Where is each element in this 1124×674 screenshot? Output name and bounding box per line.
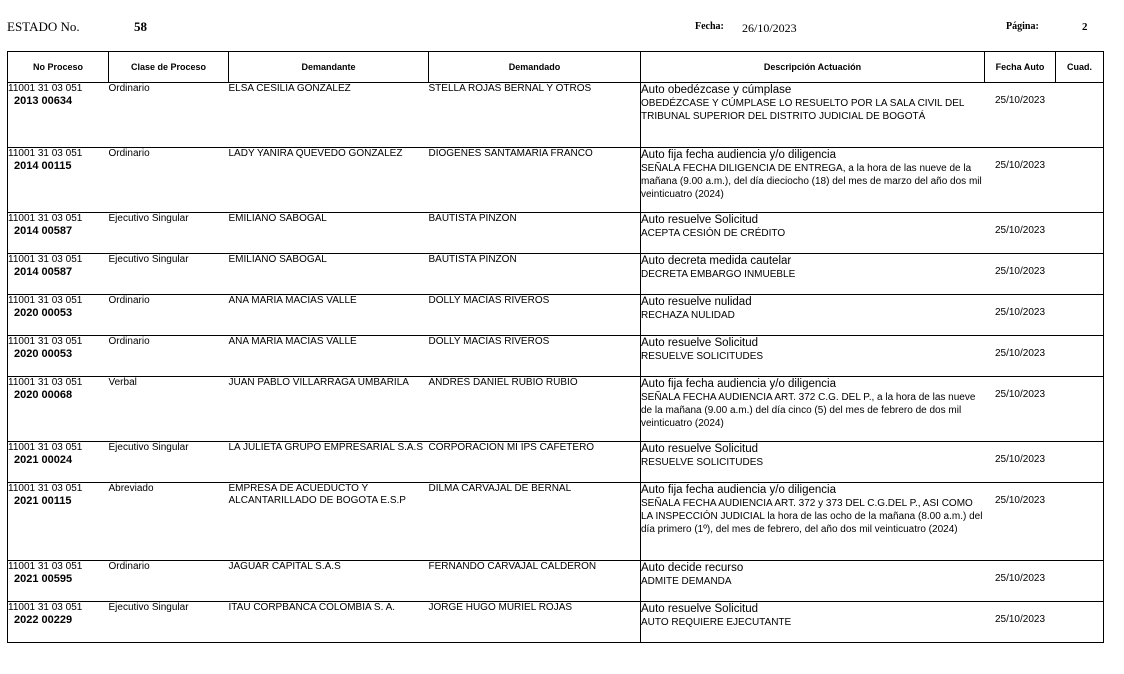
table-row [8, 602, 1104, 643]
demandado-cell: DIOGENES SANTAMARIA FRANCO [429, 148, 641, 213]
cuad-cell [1056, 377, 1104, 442]
demandante-cell: ANA MARIA MACIAS VALLE [229, 295, 429, 336]
cuad-cell [1056, 602, 1104, 643]
radicado: 11001 31 03 051 [8, 148, 83, 159]
demandante-cell: ITAU CORPBANCA COLOMBIA S. A. [229, 602, 429, 643]
col-descripcion: Descripción Actuación [641, 52, 985, 83]
demandado-cell: STELLA ROJAS BERNAL Y OTROS [429, 83, 641, 148]
col-no-proceso: No Proceso [8, 52, 109, 83]
no-proceso-cell [8, 336, 109, 377]
fecha-auto-cell: 25/10/2023 [985, 295, 1056, 336]
fecha-auto-cell: 25/10/2023 [985, 336, 1056, 377]
demandado-cell: ANDRES DANIEL RUBIO RUBIO [429, 377, 641, 442]
cuad-cell [1056, 336, 1104, 377]
fecha-auto-cell: 25/10/2023 [985, 213, 1056, 254]
radicado: 11001 31 03 051 [8, 295, 83, 306]
actuacion-titulo: Auto decreta medida cautelar [641, 255, 792, 267]
cuad-cell [1056, 561, 1104, 602]
demandante-cell: LADY YANIRA QUEVEDO GONZALEZ [229, 148, 429, 213]
fecha-auto-cell: 25/10/2023 [985, 254, 1056, 295]
no-proceso-cell [8, 148, 109, 213]
actuacion-detalle: RESUELVE SOLICITUDES [641, 351, 764, 362]
table-row [8, 336, 1104, 377]
no-proceso-cell [8, 377, 109, 442]
descripcion-cell [641, 561, 985, 602]
demandado-cell: FERNANDO CARVAJAL CALDERON [429, 561, 641, 602]
clase-cell: Ordinario [109, 295, 229, 336]
descripcion-cell [641, 213, 985, 254]
cuad-cell [1056, 442, 1104, 483]
clase-cell: Ordinario [109, 336, 229, 377]
descripcion-cell [641, 83, 985, 148]
estado-table [7, 51, 1104, 643]
actuacion-titulo: Auto resuelve Solicitud [641, 443, 758, 455]
fecha-auto-cell: 25/10/2023 [985, 483, 1056, 561]
actuacion-detalle: RECHAZA NULIDAD [641, 310, 735, 321]
col-cuad: Cuad. [1056, 52, 1104, 83]
table-header-row [8, 52, 1104, 83]
col-fecha-auto: Fecha Auto [985, 52, 1056, 83]
no-proceso-cell [8, 442, 109, 483]
radicado: 11001 31 03 051 [8, 336, 83, 347]
actuacion-detalle: ACEPTA CESIÓN DE CRÉDITO [641, 228, 786, 239]
actuacion-titulo: Auto resuelve nulidad [641, 296, 752, 308]
anio-numero: 2020 00053 [14, 307, 73, 319]
table-row [8, 483, 1104, 561]
anio-numero: 2014 00587 [14, 225, 73, 237]
actuacion-detalle: DECRETA EMBARGO INMUEBLE [641, 269, 796, 280]
clase-cell: Ejecutivo Singular [109, 602, 229, 643]
pagina-label: Página: [1006, 21, 1039, 32]
no-proceso-cell [8, 254, 109, 295]
clase-cell: Ejecutivo Singular [109, 254, 229, 295]
table-row [8, 83, 1104, 148]
demandado-cell: DOLLY MACÌAS RIVEROS [429, 336, 641, 377]
pagina-number: 2 [1082, 21, 1088, 33]
demandado-cell: BAUTISTA PINZON [429, 254, 641, 295]
radicado: 11001 31 03 051 [8, 483, 83, 494]
clase-cell: Ejecutivo Singular [109, 213, 229, 254]
fecha-auto-cell: 25/10/2023 [985, 148, 1056, 213]
actuacion-detalle: ADMITE DEMANDA [641, 576, 732, 587]
clase-cell: Ordinario [109, 148, 229, 213]
actuacion-detalle: AUTO REQUIERE EJECUTANTE [641, 617, 792, 628]
anio-numero: 2020 00053 [14, 348, 73, 360]
demandante-cell: ANA MARIA MACIAS VALLE [229, 336, 429, 377]
actuacion-titulo: Auto fija fecha audiencia y/o diligencia [641, 378, 836, 390]
demandado-cell: JORGE HUGO MURIEL ROJAS [429, 602, 641, 643]
no-proceso-cell [8, 213, 109, 254]
clase-cell: Verbal [109, 377, 229, 442]
radicado: 11001 31 03 051 [8, 442, 83, 453]
demandante-cell: LA JULIETA GRUPO EMPRESARIAL S.A.S [229, 442, 429, 483]
table-row [8, 377, 1104, 442]
radicado: 11001 31 03 051 [8, 213, 83, 224]
cuad-cell [1056, 483, 1104, 561]
actuacion-titulo: Auto fija fecha audiencia y/o diligencia [641, 149, 836, 161]
descripcion-cell [641, 442, 985, 483]
clase-cell: Ejecutivo Singular [109, 442, 229, 483]
radicado: 11001 31 03 051 [8, 561, 83, 572]
actuacion-titulo: Auto fija fecha audiencia y/o diligencia [641, 484, 836, 496]
col-demandado: Demandado [429, 52, 641, 83]
demandado-cell: DOLLY MACÌAS RIVEROS [429, 295, 641, 336]
demandado-cell: CORPORACION MI IPS CAFETERO [429, 442, 641, 483]
anio-numero: 2021 00024 [14, 454, 73, 466]
demandado-cell: BAUTISTA PINZON [429, 213, 641, 254]
descripcion-cell [641, 483, 985, 561]
cuad-cell [1056, 83, 1104, 148]
actuacion-detalle: OBEDÉZCASE Y CÚMPLASE LO RESUELTO POR LA SALA CIVIL DEL TRIBUNAL SUPERIOR DEL DISTRITO JUDICIAL DE BOGOTÁ [641, 98, 965, 122]
descripcion-cell [641, 602, 985, 643]
anio-numero: 2020 00068 [14, 389, 73, 401]
radicado: 11001 31 03 051 [8, 602, 83, 613]
table-row [8, 442, 1104, 483]
estado-number: 58 [134, 19, 147, 34]
descripcion-cell [641, 148, 985, 213]
actuacion-titulo: Auto resuelve Solicitud [641, 214, 758, 226]
no-proceso-cell [8, 295, 109, 336]
actuacion-titulo: Auto resuelve Solicitud [641, 603, 758, 615]
anio-numero: 2014 00587 [14, 266, 73, 278]
fecha-auto-cell: 25/10/2023 [985, 602, 1056, 643]
no-proceso-cell [8, 602, 109, 643]
col-clase: Clase de Proceso [109, 52, 229, 83]
actuacion-detalle: RESUELVE SOLICITUDES [641, 457, 764, 468]
anio-numero: 2021 00115 [14, 495, 72, 507]
no-proceso-cell [8, 483, 109, 561]
actuacion-titulo: Auto obedézcase y cúmplase [641, 84, 792, 96]
table-row [8, 561, 1104, 602]
fecha-auto-cell: 25/10/2023 [985, 83, 1056, 148]
anio-numero: 2021 00595 [14, 573, 73, 585]
actuacion-titulo: Auto resuelve Solicitud [641, 337, 758, 349]
anio-numero: 2014 00115 [14, 160, 72, 172]
clase-cell: Abreviado [109, 483, 229, 561]
actuacion-detalle: SEÑALA FECHA DILIGENCIA DE ENTREGA, a la hora de las nueve de la mañana (9.00 a.m.), del día dieciocho (18) del mes de marzo del año dos mil veinticuatro (2024) [641, 163, 982, 200]
radicado: 11001 31 03 051 [8, 254, 83, 265]
no-proceso-cell [8, 83, 109, 148]
col-demandante: Demandante [229, 52, 429, 83]
demandante-cell: JAGUAR CAPITAL S.A.S [229, 561, 429, 602]
fecha-auto-cell: 25/10/2023 [985, 442, 1056, 483]
descripcion-cell [641, 295, 985, 336]
anio-numero: 2013 00634 [14, 95, 73, 107]
table-row [8, 254, 1104, 295]
fecha-label: Fecha: [695, 21, 724, 32]
descripcion-cell [641, 254, 985, 295]
demandante-cell: EMILIANO SABOGAL [229, 213, 429, 254]
demandante-cell: ELSA CESILIA GONZALEZ [229, 83, 429, 148]
actuacion-titulo: Auto decide recurso [641, 562, 744, 574]
cuad-cell [1056, 254, 1104, 295]
actuacion-detalle: SEÑALA FECHA AUDIENCIA ART. 372 C.G. DEL P., a la hora de las nueve de la mañana (9.00 a.m.) del día cinco (5) del mes de febrero de dos mil veinticuatro (2024) [641, 392, 976, 429]
page-header [0, 0, 1124, 50]
descripcion-cell [641, 377, 985, 442]
fecha-auto-cell: 25/10/2023 [985, 561, 1056, 602]
clase-cell: Ordinario [109, 83, 229, 148]
estado-label: ESTADO No. [7, 19, 80, 34]
anio-numero: 2022 00229 [14, 614, 73, 626]
table-row [8, 295, 1104, 336]
fecha-auto-cell: 25/10/2023 [985, 377, 1056, 442]
no-proceso-cell [8, 561, 109, 602]
table-row [8, 213, 1104, 254]
actuacion-detalle: SEÑALA FECHA AUDIENCIA ART. 372 y 373 DEL C.G.DEL P., ASI COMO LA INSPECCIÓN JUDICIAL la hora de las ocho de la mañana (8.00 a.m.) del día primero (1º), del mes de febrero, del año dos mil veinticuatro (2024) [641, 498, 983, 535]
cuad-cell [1056, 213, 1104, 254]
clase-cell: Ordinario [109, 561, 229, 602]
demandado-cell: DILMA CARVAJAL DE BERNAL [429, 483, 641, 561]
table-row [8, 148, 1104, 213]
demandante-cell: EMPRESA DE ACUEDUCTO Y ALCANTARILLADO DE BOGOTA E.S.P [229, 483, 429, 561]
descripcion-cell [641, 336, 985, 377]
demandante-cell: JUAN PABLO VILLARRAGA UMBARILA [229, 377, 429, 442]
radicado: 11001 31 03 051 [8, 377, 83, 388]
cuad-cell [1056, 148, 1104, 213]
demandante-cell: EMILIANO SABOGAL [229, 254, 429, 295]
cuad-cell [1056, 295, 1104, 336]
radicado: 11001 31 03 051 [8, 83, 83, 94]
fecha-value: 26/10/2023 [742, 21, 797, 35]
